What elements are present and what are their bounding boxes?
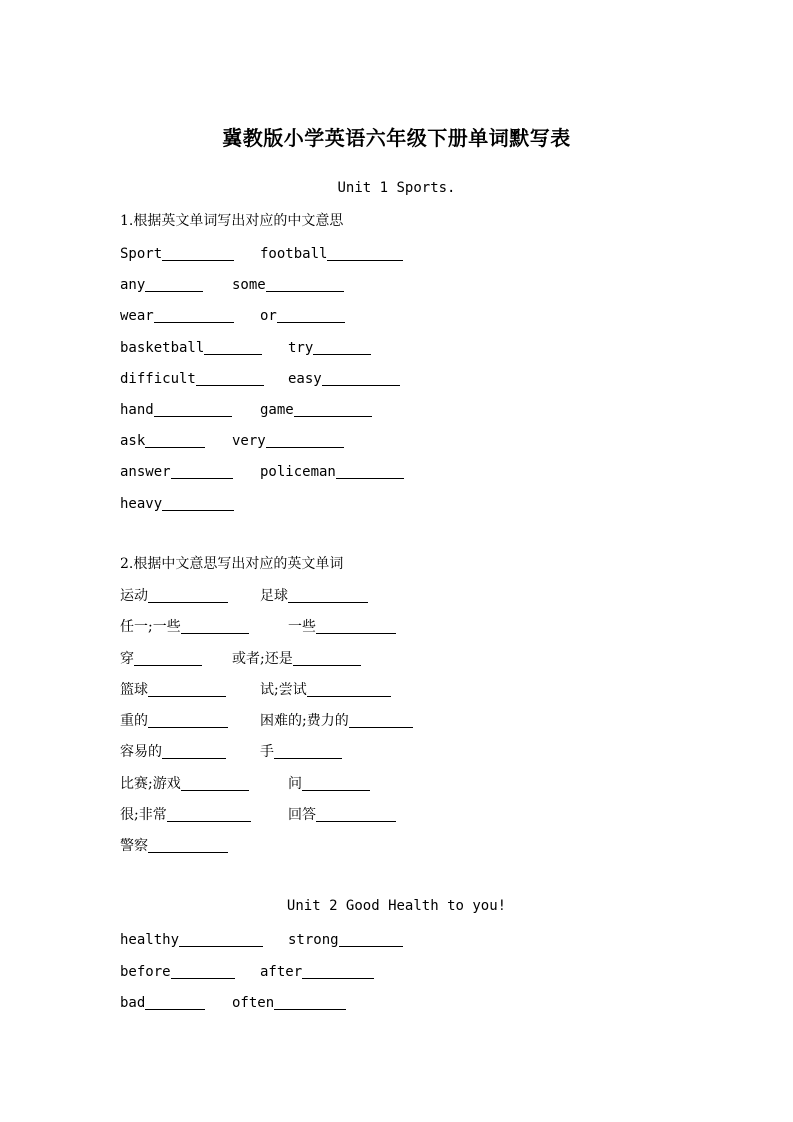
word-prompt: 运动: [120, 588, 148, 604]
word-prompt: easy: [288, 371, 322, 387]
part2-row: [120, 773, 720, 797]
answer-blank[interactable]: [148, 682, 226, 697]
answer-blank[interactable]: [336, 464, 404, 479]
answer-blank[interactable]: [266, 433, 344, 448]
answer-blank[interactable]: [293, 651, 361, 666]
unit2-row: [120, 929, 720, 953]
answer-blank[interactable]: [327, 246, 403, 261]
answer-blank[interactable]: [179, 932, 263, 947]
word-prompt: 穿: [120, 651, 134, 667]
answer-blank[interactable]: [316, 807, 396, 822]
answer-blank[interactable]: [154, 308, 234, 323]
part2-row: [120, 679, 720, 703]
part1-row: [120, 368, 720, 392]
word-prompt: after: [260, 964, 303, 980]
part1-row: [120, 493, 720, 517]
answer-blank[interactable]: [204, 340, 262, 355]
word-prompt: answer: [120, 464, 171, 480]
answer-blank[interactable]: [302, 964, 374, 979]
answer-blank[interactable]: [196, 371, 264, 386]
word-prompt: very: [232, 433, 266, 449]
word-prompt: difficult: [120, 371, 196, 387]
part2-row: [120, 710, 720, 734]
word-prompt: strong: [288, 932, 339, 948]
part2-row: [120, 741, 720, 765]
answer-blank[interactable]: [307, 682, 391, 697]
word-prompt: bad: [120, 995, 146, 1011]
part2-row: [120, 616, 720, 640]
word-prompt: often: [232, 995, 275, 1011]
part1-row: [120, 399, 720, 423]
word-prompt: before: [120, 964, 171, 980]
answer-blank[interactable]: [162, 496, 234, 511]
word-prompt: Sport: [120, 246, 163, 262]
answer-blank[interactable]: [288, 588, 368, 603]
part1-row: [120, 243, 720, 267]
word-prompt: wear: [120, 308, 154, 324]
word-prompt: football: [260, 246, 328, 262]
word-prompt: policeman: [260, 464, 336, 480]
part1-instruction: 1.根据英文单词写出对应的中文意思: [120, 213, 344, 229]
part2-row: [120, 648, 720, 672]
unit1-heading: Unit 1 Sports.: [337, 180, 456, 196]
answer-blank[interactable]: [167, 807, 251, 822]
word-prompt: 比赛;游戏: [120, 776, 181, 792]
unit2-row: [120, 992, 720, 1016]
answer-blank[interactable]: [148, 588, 228, 603]
answer-blank[interactable]: [181, 776, 249, 791]
answer-blank[interactable]: [171, 464, 233, 479]
answer-blank[interactable]: [274, 995, 346, 1010]
answer-blank[interactable]: [322, 371, 400, 386]
unit2-heading: Unit 2 Good Health to you!: [286, 898, 507, 914]
word-prompt: 问: [288, 776, 302, 792]
word-prompt: healthy: [120, 932, 180, 948]
part1-row: [120, 430, 720, 454]
word-prompt: 很;非常: [120, 807, 167, 823]
answer-blank[interactable]: [349, 713, 413, 728]
part1-row: [120, 461, 720, 485]
answer-blank[interactable]: [181, 619, 249, 634]
word-prompt: 足球: [260, 588, 288, 604]
part2-row: [120, 835, 720, 859]
answer-blank[interactable]: [171, 964, 235, 979]
word-prompt: 警察: [120, 838, 148, 854]
part2-row: [120, 585, 720, 609]
word-prompt: 重的: [120, 713, 148, 729]
word-prompt: basketball: [120, 340, 205, 356]
word-prompt: 容易的: [120, 744, 162, 760]
word-prompt: ask: [120, 433, 146, 449]
answer-blank[interactable]: [145, 277, 203, 292]
answer-blank[interactable]: [162, 246, 234, 261]
part1-row: [120, 274, 720, 298]
answer-blank[interactable]: [302, 776, 370, 791]
word-prompt: heavy: [120, 496, 163, 512]
answer-blank[interactable]: [277, 308, 345, 323]
part1-row: [120, 305, 720, 329]
word-prompt: 任一;一些: [120, 619, 181, 635]
answer-blank[interactable]: [162, 744, 226, 759]
answer-blank[interactable]: [145, 995, 205, 1010]
answer-blank[interactable]: [316, 619, 396, 634]
answer-blank[interactable]: [313, 340, 371, 355]
word-prompt: try: [288, 340, 314, 356]
word-prompt: 一些: [288, 619, 316, 635]
answer-blank[interactable]: [145, 433, 205, 448]
word-prompt: 试;尝试: [260, 682, 307, 698]
word-prompt: or: [260, 308, 277, 324]
word-prompt: 或者;还是: [232, 651, 293, 667]
unit2-row: [120, 961, 720, 985]
part1-row: [120, 337, 720, 361]
answer-blank[interactable]: [154, 402, 232, 417]
answer-blank[interactable]: [294, 402, 372, 417]
word-prompt: 困难的;费力的: [260, 713, 349, 729]
part2-row: [120, 804, 720, 828]
word-prompt: any: [120, 277, 146, 293]
word-prompt: hand: [120, 402, 154, 418]
word-prompt: some: [232, 277, 266, 293]
word-prompt: 回答: [288, 807, 316, 823]
answer-blank[interactable]: [274, 744, 342, 759]
word-prompt: game: [260, 402, 294, 418]
answer-blank[interactable]: [266, 277, 344, 292]
answer-blank[interactable]: [148, 838, 228, 853]
answer-blank[interactable]: [339, 932, 403, 947]
word-prompt: 篮球: [120, 682, 148, 698]
answer-blank[interactable]: [148, 713, 228, 728]
answer-blank[interactable]: [134, 651, 202, 666]
part2-instruction: 2.根据中文意思写出对应的英文单词: [120, 556, 344, 572]
page-title: 冀教版小学英语六年级下册单词默写表: [222, 126, 571, 150]
word-prompt: 手: [260, 744, 274, 760]
